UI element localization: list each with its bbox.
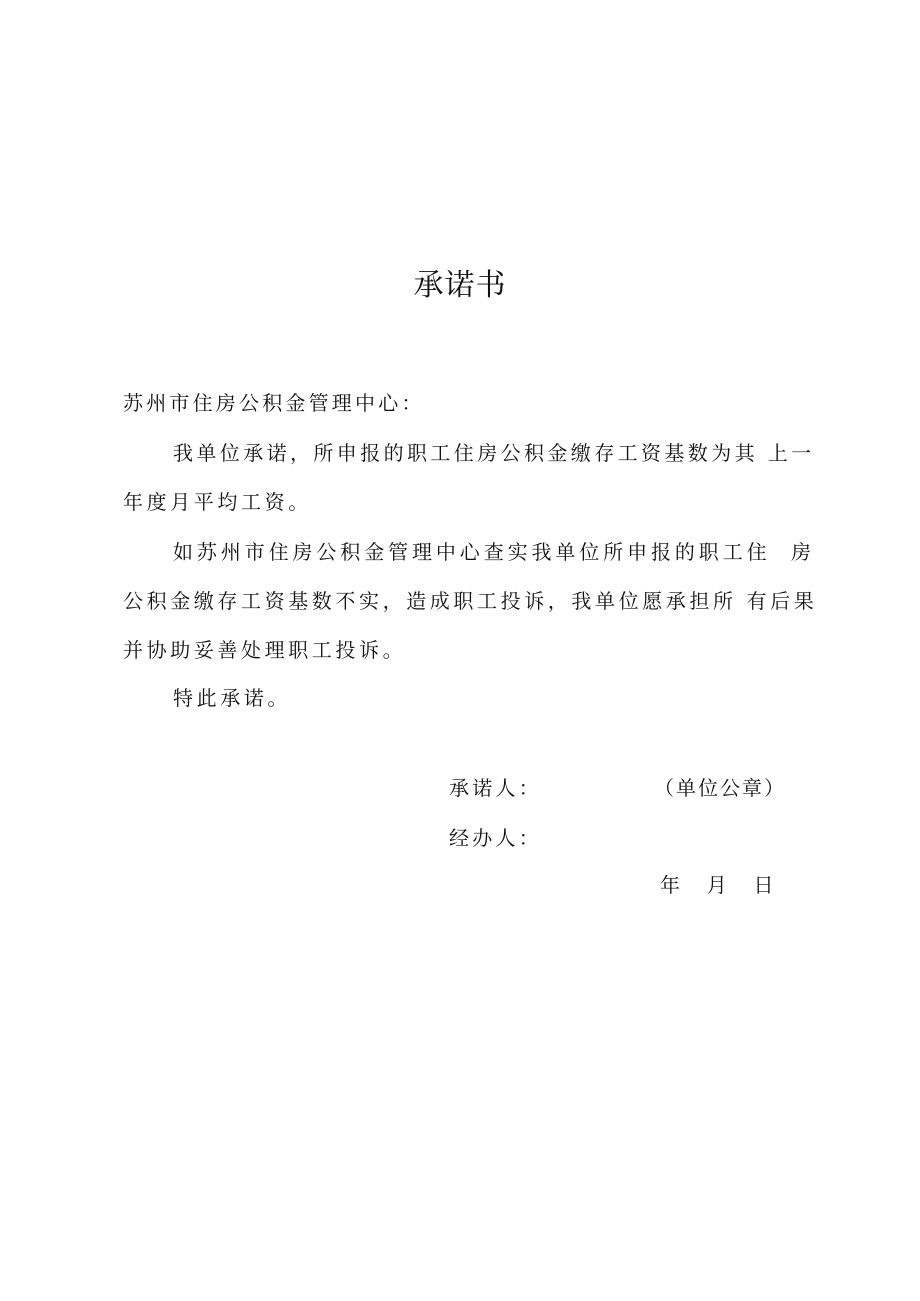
handler-label: 经办人： bbox=[449, 826, 542, 850]
document-title: 承诺书 bbox=[413, 268, 507, 303]
addressee: 苏州市住房公积金管理中心： bbox=[123, 391, 425, 415]
paragraph-2-line-2: 公积金缴存工资基数不实，造成职工投诉，我单位愿承担所 有后果 bbox=[123, 589, 818, 613]
paragraph-2-line-3: 并协助妥善处理职工投诉。 bbox=[123, 638, 407, 662]
date-day: 日 bbox=[753, 873, 777, 897]
date-month: 月 bbox=[706, 873, 730, 897]
paragraph-2-line-1: 如苏州市住房公积金管理中心查实我单位所申报的职工住 房 bbox=[173, 540, 815, 564]
promisor-label: 承诺人： bbox=[449, 776, 542, 800]
paragraph-1-line-1: 我单位承诺，所申报的职工住房公积金缴存工资基数为其 上一 bbox=[173, 441, 815, 465]
closing-statement: 特此承诺。 bbox=[173, 686, 291, 710]
paragraph-1-line-2: 年度月平均工资。 bbox=[123, 490, 312, 514]
date-year: 年 bbox=[660, 873, 684, 897]
date-line bbox=[660, 871, 777, 899]
seal-note: （单位公章） bbox=[654, 776, 786, 800]
